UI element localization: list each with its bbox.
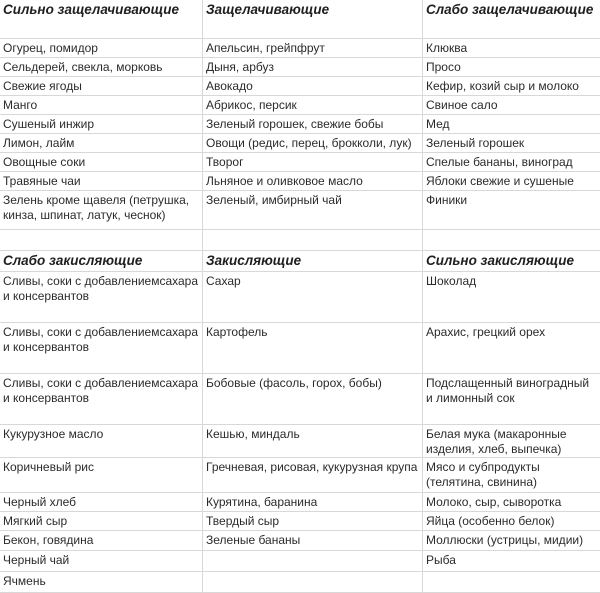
table-cell: Овощи (редис, перец, брокколи, лук) (203, 134, 423, 152)
table-cell: Яйца (особенно белок) (426, 514, 555, 528)
table-row (0, 172, 600, 191)
table-cell: Мед (426, 117, 450, 131)
table-row (0, 191, 600, 230)
table-cell: Бобовые (фасоль, горох, бобы) (203, 374, 423, 424)
table-cell: Сушеный инжир (0, 115, 203, 133)
table-row (0, 425, 600, 458)
table-cell: Твердый сыр (203, 512, 423, 530)
column-header: Защелачивающие (203, 0, 423, 38)
table-row (0, 531, 600, 551)
table-row (0, 77, 600, 96)
table-row (0, 153, 600, 172)
table-cell: Сельдерей, свекла, морковь (0, 58, 203, 76)
acidic-section (0, 251, 600, 593)
table-cell: Черный хлеб (0, 493, 203, 511)
table-row (0, 96, 600, 115)
column-header: Слабо защелачивающие (426, 2, 594, 17)
column-header: Сильно закисляющие (426, 253, 574, 268)
table-cell: Мягкий сыр (0, 512, 203, 530)
table-cell: Молоко, сыр, сыворотка (426, 495, 562, 509)
table-cell: Авокадо (203, 77, 423, 95)
table-row (0, 572, 600, 593)
table-cell: Свежие ягоды (0, 77, 203, 95)
table-cell: Моллюски (устрицы, мидии) (426, 533, 584, 547)
table-cell: Яблоки свежие и сушеные (426, 174, 574, 188)
column-header: Слабо закисляющие (0, 251, 203, 271)
table-cell: Травяные чаи (0, 172, 203, 190)
table-cell: Картофель (203, 323, 423, 373)
table-cell: Сливы, соки с добавлениемсахара и консервантов (0, 374, 203, 424)
table-cell: Арахис, грецкий орех (426, 325, 546, 339)
table-row (0, 323, 600, 374)
table-cell: Абрикос, персик (203, 96, 423, 114)
table-cell: Гречневая, рисовая, кукурузная крупа (203, 458, 423, 492)
table-cell: Овощные соки (0, 153, 203, 171)
table-cell: Белая мука (макаронные изделия, хлеб, выпечка) (426, 427, 567, 456)
table-cell: Сливы, соки с добавлениемсахара и консервантов (0, 323, 203, 373)
column-header: Закисляющие (203, 251, 423, 271)
table-row (0, 58, 600, 77)
column-header: Сильно защелачивающие (0, 0, 203, 38)
table-row (0, 458, 600, 493)
header-row (0, 251, 600, 272)
table-cell: Кефир, козий сыр и молоко (426, 79, 579, 93)
table-cell: Сливы, соки с добавлениемсахара и консервантов (0, 272, 203, 322)
table-cell: Творог (203, 153, 423, 171)
table-cell (423, 572, 600, 592)
table-cell: Спелые бананы, виноград (426, 155, 573, 169)
table-cell: Курятина, баранина (203, 493, 423, 511)
table-cell: Апельсин, грейпфрут (203, 39, 423, 57)
table-cell: Просо (426, 60, 461, 74)
table-cell: Финики (426, 193, 468, 207)
table-cell: Зеленые бананы (203, 531, 423, 550)
table-row (0, 39, 600, 58)
table-cell: Огурец, помидор (0, 39, 203, 57)
table-cell: Клюква (426, 41, 468, 55)
table-cell: Подслащенный виноградный и лимонный сок (426, 376, 590, 405)
table-row (0, 374, 600, 425)
table-cell: Кешью, миндаль (203, 425, 423, 457)
table-cell: Зеленый, имбирный чай (203, 191, 423, 229)
table-cell: Дыня, арбуз (203, 58, 423, 76)
table-cell: Зеленый горошек (426, 136, 525, 150)
table-row (0, 115, 600, 134)
table-cell (203, 551, 423, 571)
table-row (0, 272, 600, 323)
table-cell: Бекон, говядина (0, 531, 203, 550)
table-cell: Свиное сало (426, 98, 498, 112)
table-cell: Шоколад (426, 274, 477, 288)
table-cell: Мясо и субпродукты (телятина, свинина) (426, 460, 540, 489)
table-row (0, 551, 600, 572)
alkaline-section (0, 0, 600, 230)
table-row (0, 493, 600, 512)
table-cell: Коричневый рис (0, 458, 203, 492)
table-cell: Кукурузное масло (0, 425, 203, 457)
table-row (0, 512, 600, 531)
table-cell: Сахар (203, 272, 423, 322)
header-row (0, 0, 600, 39)
table-row (0, 134, 600, 153)
table-cell: Зелень кроме щавеля (петрушка, кинза, шпинат, латук, чеснок) (0, 191, 203, 229)
table-cell: Рыба (426, 553, 456, 567)
table-cell: Зеленый горошек, свежие бобы (203, 115, 423, 133)
table-cell: Манго (0, 96, 203, 114)
section-gap (0, 230, 600, 251)
table-cell: Ячмень (0, 572, 203, 592)
table-cell: Лимон, лайм (0, 134, 203, 152)
table-cell: Черный чай (0, 551, 203, 571)
table-cell (203, 572, 423, 592)
table-cell: Льняное и оливковое масло (203, 172, 423, 190)
